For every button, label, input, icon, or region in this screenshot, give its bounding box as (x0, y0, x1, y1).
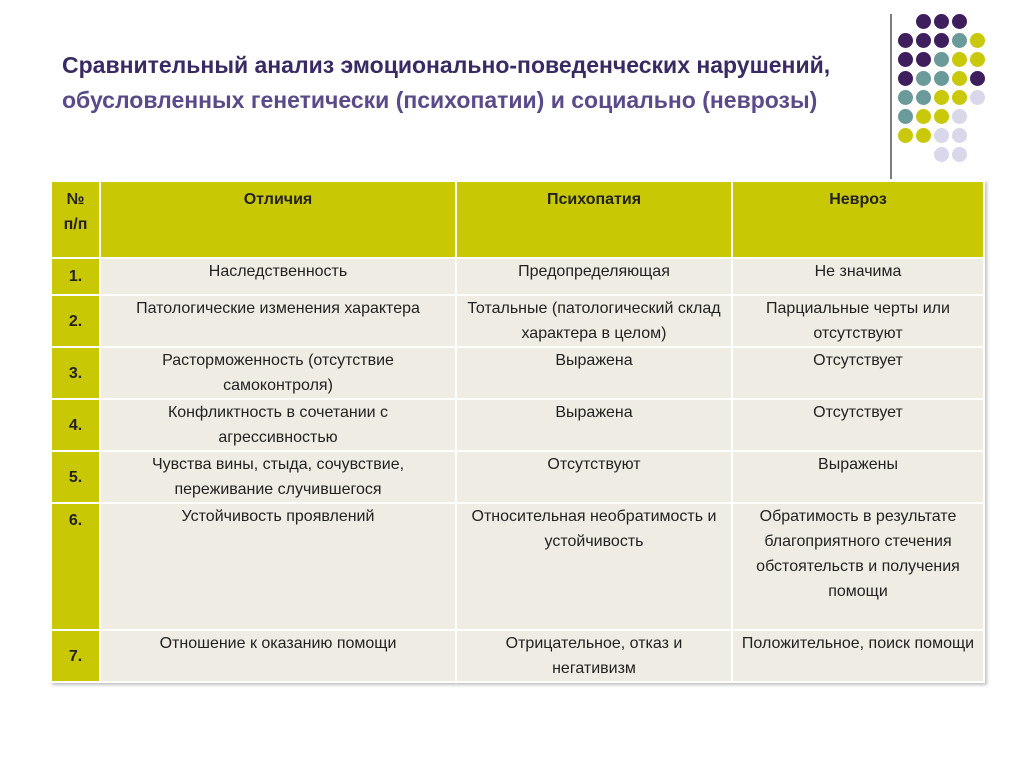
dot-r2-c2 (934, 52, 949, 67)
dot-r6-c3 (952, 128, 967, 143)
table-header-row (51, 181, 984, 258)
table-row (51, 295, 984, 347)
header-neuro: Невроз (732, 181, 984, 258)
row-psycho: Относительная необратимость и устойчивость (456, 503, 732, 630)
row-neuro: Положительное, поиск помощи (732, 630, 984, 682)
row-diff: Наследственность (100, 258, 456, 295)
dot-r2-c0 (898, 52, 913, 67)
header-psycho: Психопатия (456, 181, 732, 258)
dot-r0-c3 (952, 14, 967, 29)
dot-r2-c1 (916, 52, 931, 67)
dot-r3-c4 (970, 71, 985, 86)
row-psycho: Выражена (456, 399, 732, 451)
header-diff: Отличия (100, 181, 456, 258)
dot-r0-c1 (916, 14, 931, 29)
row-diff: Конфликтность в сочетании с агрессивностью (100, 399, 456, 451)
table-row (51, 630, 984, 682)
row-neuro: Обратимость в результате благоприятного стечения обстоятельств и получения помощи (732, 503, 984, 630)
table-row (51, 347, 984, 399)
dot-r2-c4 (970, 52, 985, 67)
comparison-table (50, 180, 985, 683)
dot-r5-c2 (934, 109, 949, 124)
row-psycho: Отрицательное, отказ и негативизм (456, 630, 732, 682)
dot-r6-c1 (916, 128, 931, 143)
row-num: 4. (51, 399, 100, 451)
dot-r1-c2 (934, 33, 949, 48)
dot-r1-c4 (970, 33, 985, 48)
row-num: 6. (51, 503, 100, 630)
row-psycho: Отсутствуют (456, 451, 732, 503)
row-num: 7. (51, 630, 100, 682)
dot-r5-c0 (898, 109, 913, 124)
row-neuro: Выражены (732, 451, 984, 503)
dot-r4-c3 (952, 90, 967, 105)
dot-r6-c0 (898, 128, 913, 143)
dot-r6-c2 (934, 128, 949, 143)
row-psycho: Тотальные (патологический склад характера в целом) (456, 295, 732, 347)
row-neuro: Не значима (732, 258, 984, 295)
row-diff: Чувства вины, стыда, сочувствие, переживание случившегося (100, 451, 456, 503)
dot-r4-c4 (970, 90, 985, 105)
dot-r1-c0 (898, 33, 913, 48)
row-psycho: Предопределяющая (456, 258, 732, 295)
row-diff: Расторможенность (отсутствие самоконтроля) (100, 347, 456, 399)
row-diff: Устойчивость проявлений (100, 503, 456, 630)
dot-r1-c1 (916, 33, 931, 48)
table-row (51, 451, 984, 503)
dot-r5-c3 (952, 109, 967, 124)
dot-r5-c1 (916, 109, 931, 124)
slide-title-part2: обусловленных генетически (психопатии) и социально (неврозы) (62, 87, 818, 113)
row-neuro: Отсутствует (732, 399, 984, 451)
dot-r7-c3 (952, 147, 967, 162)
row-diff: Патологические изменения характера (100, 295, 456, 347)
row-psycho: Выражена (456, 347, 732, 399)
row-num: 3. (51, 347, 100, 399)
dot-r7-c2 (934, 147, 949, 162)
dot-r3-c3 (952, 71, 967, 86)
dot-r4-c1 (916, 90, 931, 105)
table-row (51, 399, 984, 451)
dot-r3-c2 (934, 71, 949, 86)
table-row (51, 503, 984, 630)
decorative-dots (0, 0, 1024, 200)
dot-r4-c0 (898, 90, 913, 105)
row-neuro: Парциальные черты или отсутствуют (732, 295, 984, 347)
table-row (51, 258, 984, 295)
row-num: 1. (51, 258, 100, 295)
dot-r0-c2 (934, 14, 949, 29)
row-num: 5. (51, 451, 100, 503)
slide-title-part1: Сравнительный анализ эмоционально-поведенческих нарушений, (62, 52, 831, 78)
dot-r1-c3 (952, 33, 967, 48)
dot-r4-c2 (934, 90, 949, 105)
row-num: 2. (51, 295, 100, 347)
dot-r3-c0 (898, 71, 913, 86)
dot-r2-c3 (952, 52, 967, 67)
header-num: № п/п (51, 181, 100, 258)
row-diff: Отношение к оказанию помощи (100, 630, 456, 682)
row-neuro: Отсутствует (732, 347, 984, 399)
dot-r3-c1 (916, 71, 931, 86)
